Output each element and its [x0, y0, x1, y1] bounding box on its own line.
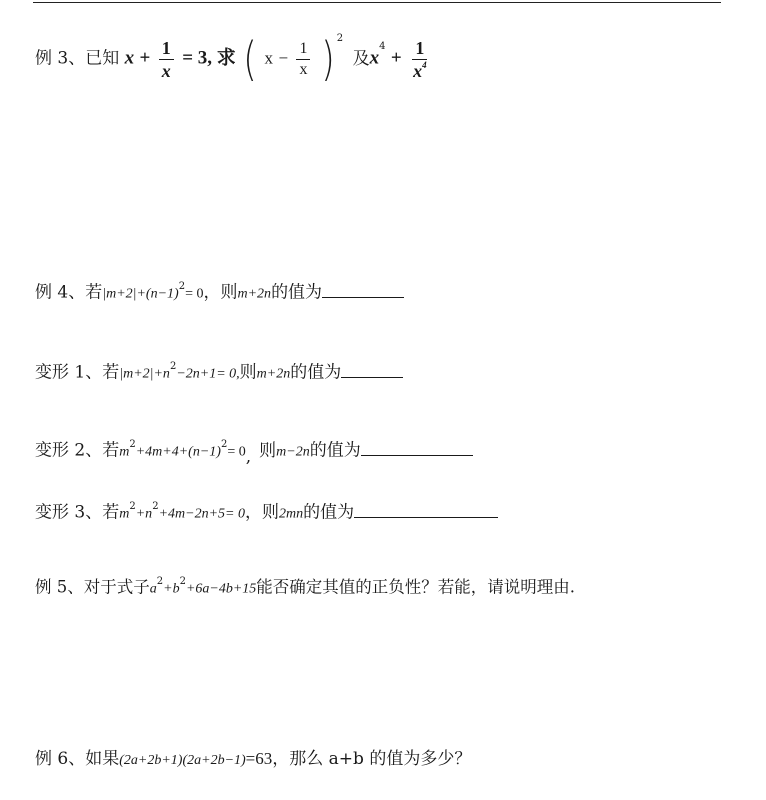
variation-1-exponent: 2 — [169, 361, 177, 372]
paren-minus: − — [278, 48, 289, 68]
exponent-4: 4 — [379, 40, 386, 52]
example-5-exponent: 2 — [156, 576, 164, 587]
variation-3-then: ，则 — [244, 502, 279, 523]
example-6 — [35, 750, 471, 768]
example-5-question: 能否确定其值的正负性？若能，请说明理由. — [256, 577, 576, 597]
fraction-denominator: x — [299, 60, 308, 78]
variation-1-target: m+2n — [256, 366, 291, 382]
example-3-plus: + — [139, 47, 151, 69]
fraction-one-over-x — [159, 39, 174, 80]
fraction-one-over-x4 — [410, 39, 430, 80]
example-4 — [35, 281, 404, 303]
denominator-exponent: 4 — [422, 59, 427, 70]
left-paren: ( — [243, 32, 257, 86]
fraction-one-over-x-plain — [296, 41, 310, 78]
variation-2-label: 变形 2、若 — [35, 440, 120, 461]
variation-2-equals: = 0 — [227, 444, 246, 460]
example-3 — [35, 32, 433, 86]
fraction-numerator: 1 — [296, 41, 310, 60]
example-3-condition: = 3, 求 — [182, 47, 236, 69]
variation-3 — [35, 501, 498, 523]
denominator-x: x — [413, 60, 423, 81]
x-to-fourth: x — [369, 47, 380, 69]
plus-sign: + — [390, 47, 402, 69]
example-3-x: x — [124, 47, 135, 69]
variation-2-exponent: 2 — [129, 439, 136, 450]
variation-1-expression: |m+2|+n — [119, 366, 170, 382]
variation-3-exponent: 2 — [129, 501, 136, 512]
square-exponent: 2 — [336, 32, 344, 44]
variation-2-expression-mid: +4m+4+(n−1) — [135, 444, 221, 460]
example-5-expression-mid: +b — [163, 581, 180, 597]
example-5-exponent-2: 2 — [179, 576, 186, 587]
variation-2-then: 则 — [259, 440, 277, 461]
variation-3-expression-rest: +4m−2n+5= 0 — [158, 506, 245, 522]
variation-1-expression-rest: −2n+1= 0, — [176, 366, 240, 382]
paren-x: x — [264, 48, 274, 68]
example-4-target: m+2n — [237, 286, 272, 302]
right-paren: ) — [321, 32, 335, 86]
example-5-label: 例 5、对于式子 — [35, 577, 150, 597]
variation-3-target: 2mn — [278, 506, 304, 522]
variation-3-tail: 的值为 — [303, 502, 355, 523]
and-text: 及 — [352, 48, 370, 69]
example-6-question: 那么 a+b 的值为多少？ — [289, 749, 472, 769]
example-4-label: 例 4、若 — [35, 282, 103, 303]
answer-blank[interactable] — [322, 297, 404, 298]
variation-3-exponent-2: 2 — [152, 501, 159, 512]
variation-1-then: 则 — [239, 362, 257, 383]
variation-2-comma: , — [245, 446, 252, 467]
example-6-equals: =63， — [245, 749, 290, 768]
fraction-numerator: 1 — [159, 39, 174, 60]
example-5-expression-rest: +6a−4b+15 — [185, 581, 257, 597]
variation-2 — [35, 439, 473, 467]
variation-2-tail: 的值为 — [309, 440, 361, 461]
example-6-expression: (2a+2b+1)(2a+2b−1) — [119, 753, 246, 768]
variation-2-exponent-2: 2 — [220, 439, 228, 450]
example-3-label: 例 3、已知 — [35, 48, 120, 69]
example-4-exponent: 2 — [178, 281, 186, 292]
fraction-numerator: 1 — [412, 39, 427, 60]
variation-2-target: m−2n — [276, 444, 310, 460]
variation-3-label: 变形 3、若 — [35, 502, 120, 523]
variation-2-expression: m — [119, 444, 130, 460]
example-6-label: 例 6、如果 — [35, 749, 120, 769]
variation-1 — [35, 361, 403, 383]
example-4-expression: |m+2|+(n−1) — [102, 286, 179, 302]
variation-3-expression: m — [119, 506, 130, 522]
variation-1-tail: 的值为 — [290, 362, 342, 383]
answer-blank[interactable] — [361, 455, 473, 456]
example-4-then: ，则 — [203, 282, 238, 303]
example-4-equals: = 0 — [185, 286, 204, 302]
variation-1-label: 变形 1、若 — [35, 362, 120, 383]
answer-blank[interactable] — [354, 517, 498, 518]
fraction-denominator: x — [161, 60, 171, 81]
example-4-tail: 的值为 — [271, 282, 323, 303]
example-5-expression: a — [149, 581, 157, 597]
fraction-denominator — [410, 60, 430, 80]
example-5 — [35, 576, 576, 597]
answer-blank[interactable] — [341, 377, 403, 378]
variation-3-expression-mid: +n — [135, 506, 153, 522]
top-divider-line — [33, 2, 721, 3]
